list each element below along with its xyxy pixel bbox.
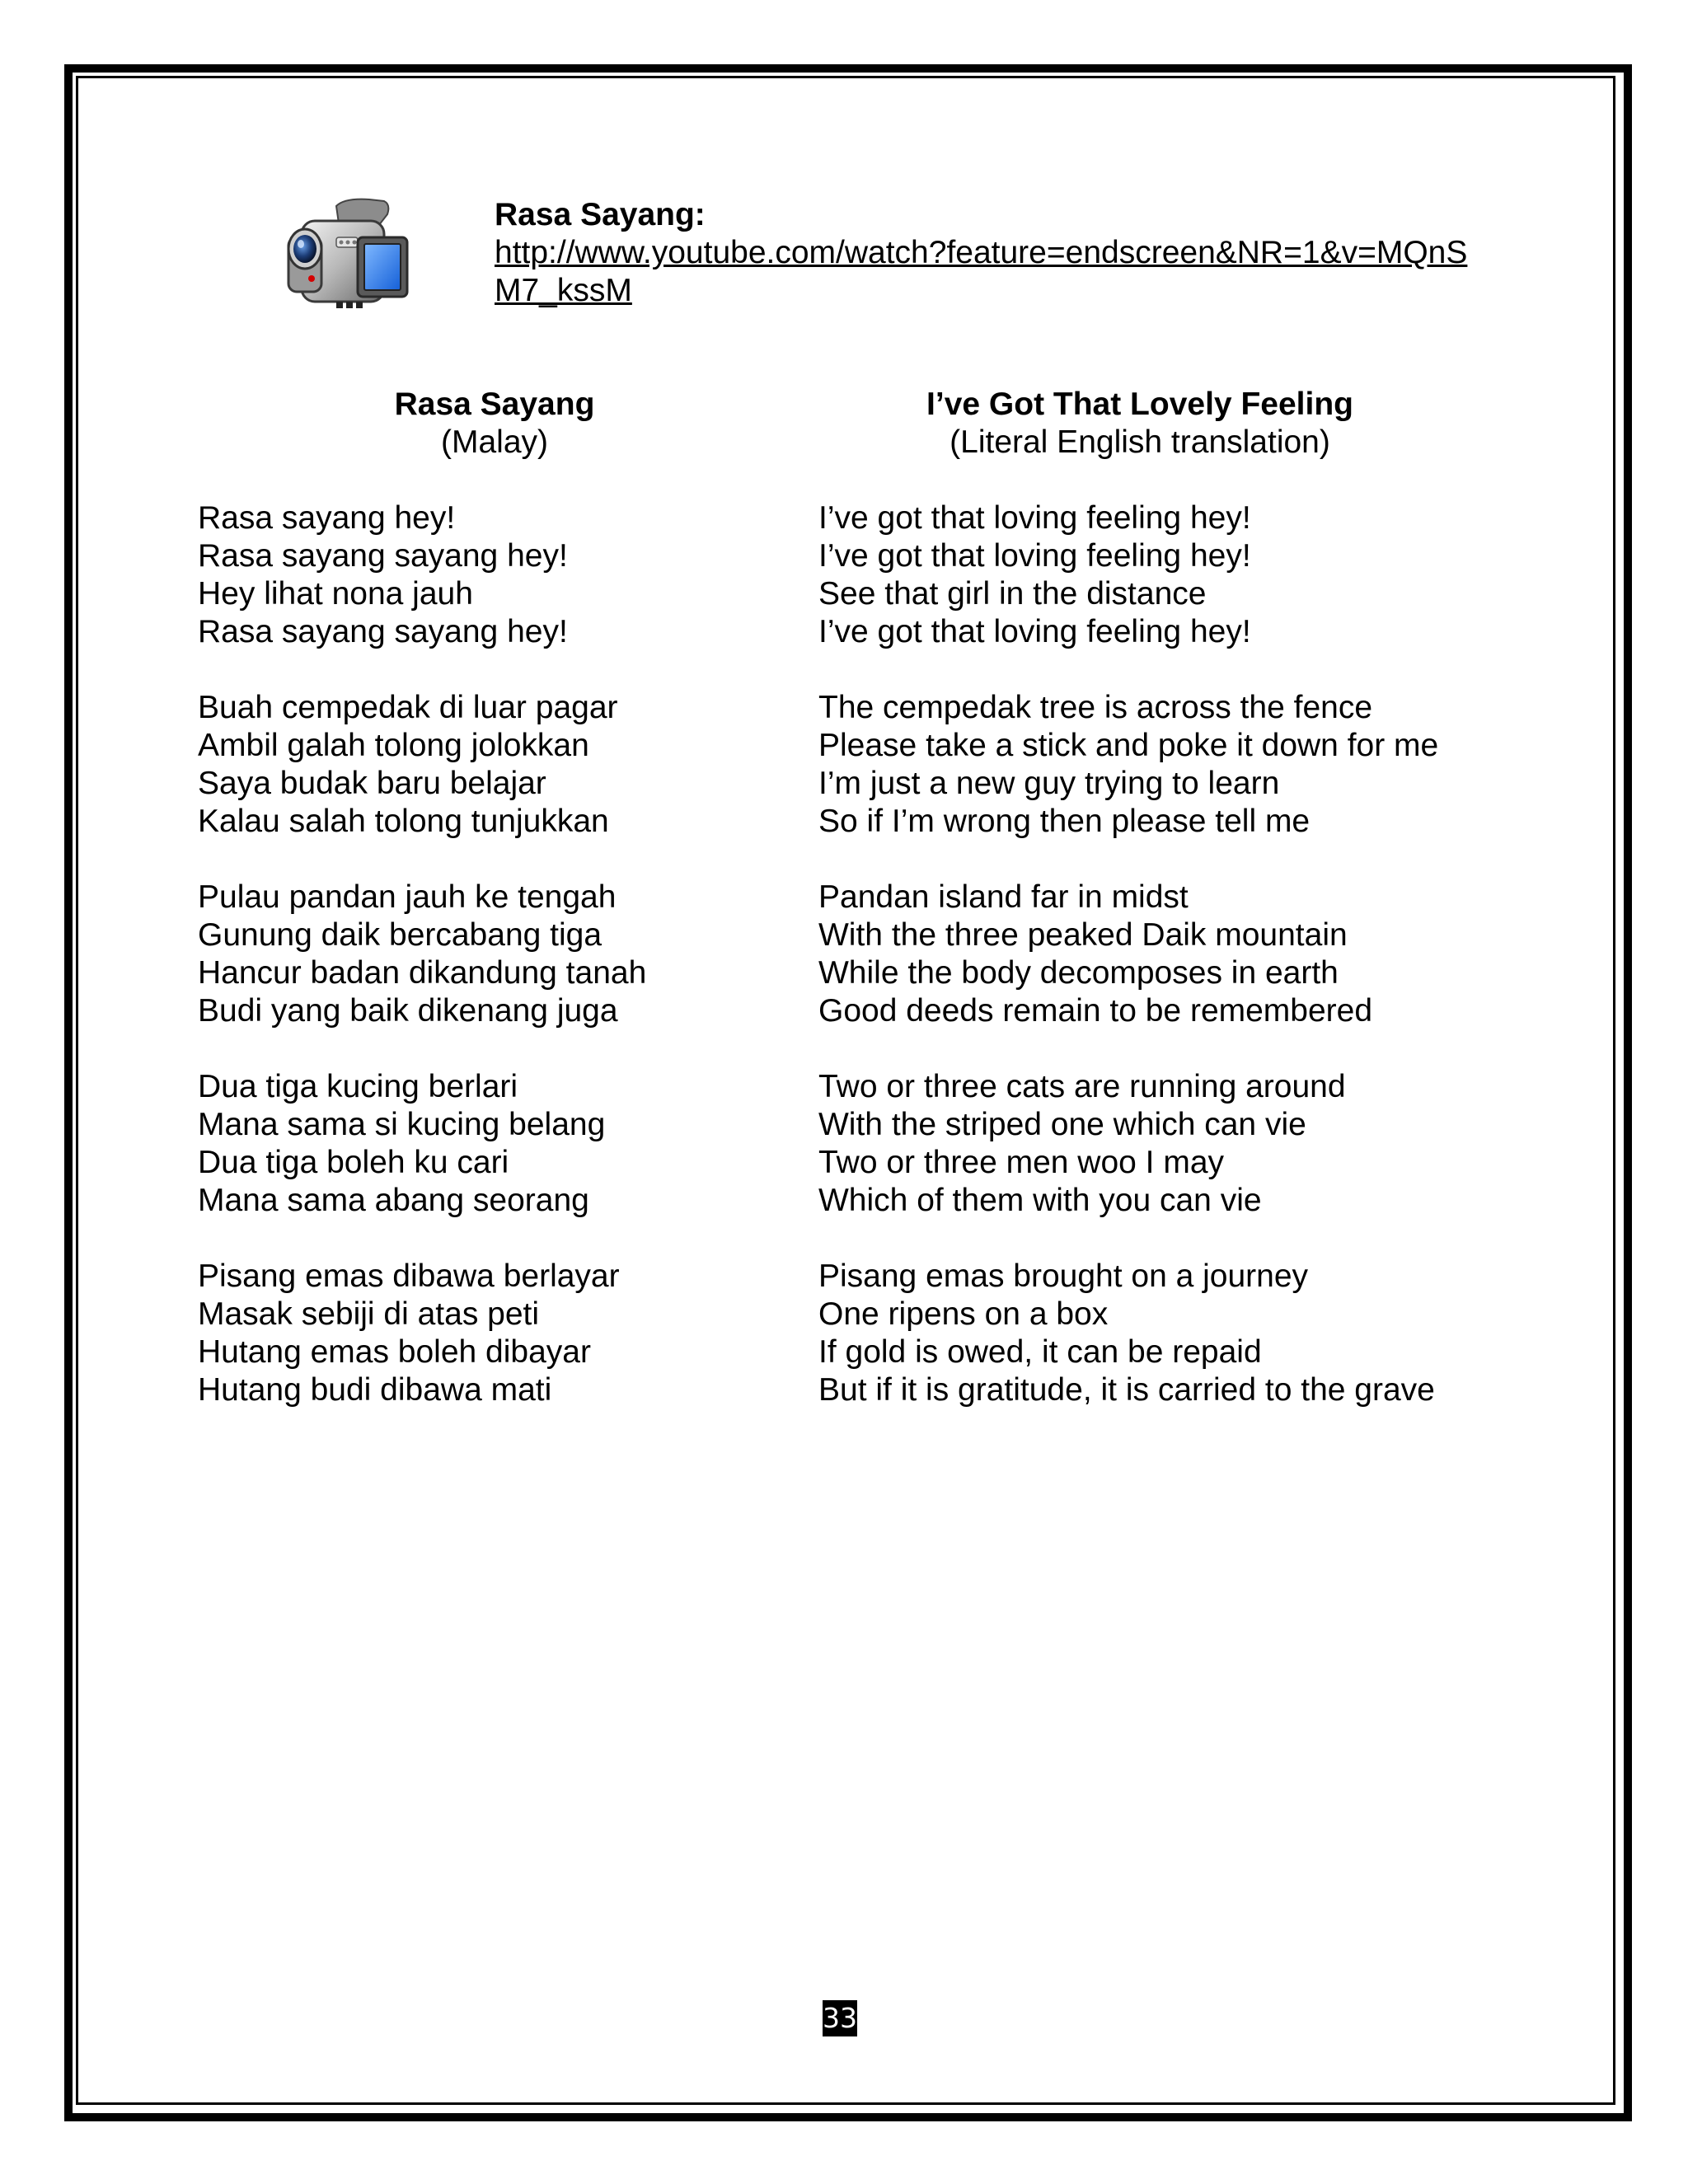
stanza <box>198 1258 791 1409</box>
lyric-line: Mana sama abang seorang <box>198 1183 589 1218</box>
stanza <box>818 1068 1527 1220</box>
lyric-line: Dua tiga boleh ku cari <box>198 1145 509 1180</box>
stanza <box>818 1258 1527 1409</box>
lyric-line: Mana sama si kucing belang <box>198 1107 606 1142</box>
stanza <box>818 689 1527 841</box>
stanza <box>818 499 1527 651</box>
lyric-line: I’ve got that loving feeling hey! <box>818 500 1251 536</box>
stanza <box>198 689 791 841</box>
stanza <box>198 1068 791 1220</box>
lyric-line: Which of them with you can vie <box>818 1183 1262 1218</box>
lyric-line: I’ve got that loving feeling hey! <box>818 538 1251 574</box>
english-translation-column <box>818 386 1527 1409</box>
lyric-line: Please take a stick and poke it down for me <box>818 728 1439 763</box>
english-subtitle: (Literal English translation) <box>950 424 1330 460</box>
lyric-line: While the body decomposes in earth <box>818 955 1339 991</box>
lyric-line: But if it is gratitude, it is carried to the grave <box>818 1372 1435 1408</box>
malay-heading <box>198 386 791 462</box>
stanza <box>198 499 791 651</box>
video-camera-icon <box>279 196 410 316</box>
lyric-line: If gold is owed, it can be repaid <box>818 1334 1262 1370</box>
english-heading <box>818 386 1461 462</box>
lyric-line: Two or three men woo I may <box>818 1145 1225 1180</box>
lyric-line: One ripens on a box <box>818 1296 1109 1332</box>
lyric-line: Saya budak baru belajar <box>198 766 546 801</box>
lyric-line: Hutang budi dibawa mati <box>198 1372 552 1408</box>
lyric-line: Good deeds remain to be remembered <box>818 993 1373 1029</box>
video-link[interactable]: http://www.youtube.com/watch?feature=endscreen&NR=1&v=MQnSM7_kssM <box>495 235 1468 308</box>
lyric-line: Pandan island far in midst <box>818 879 1189 915</box>
lyric-line: I’m just a new guy trying to learn <box>818 766 1280 801</box>
page-number: 33 <box>823 2000 857 2036</box>
lyric-line: So if I’m wrong then please tell me <box>818 804 1311 839</box>
lyric-line: With the striped one which can vie <box>818 1107 1306 1142</box>
video-reference <box>495 196 1484 310</box>
english-title: I’ve Got That Lovely Feeling <box>926 387 1353 422</box>
lyric-line: Gunung daik bercabang tiga <box>198 917 603 953</box>
lyric-line: Pulau pandan jauh ke tengah <box>198 879 617 915</box>
lyric-line: Pisang emas dibawa berlayar <box>198 1258 620 1294</box>
malay-subtitle: (Malay) <box>440 424 548 460</box>
lyric-line: Hancur badan dikandung tanah <box>198 955 647 991</box>
lyric-line: Kalau salah tolong tunjukkan <box>198 804 609 839</box>
lyric-line: Ambil galah tolong jolokkan <box>198 728 589 763</box>
lyric-line: The cempedak tree is across the fence <box>818 690 1373 725</box>
lyric-line: See that girl in the distance <box>818 576 1207 612</box>
lyric-line: Rasa sayang hey! <box>198 500 456 536</box>
lyric-line: Rasa sayang sayang hey! <box>198 538 568 574</box>
malay-title: Rasa Sayang <box>394 387 595 422</box>
video-title: Rasa Sayang: <box>495 197 706 232</box>
stanza <box>198 879 791 1030</box>
lyric-line: Pisang emas brought on a journey <box>818 1258 1309 1294</box>
lyric-line: Masak sebiji di atas peti <box>198 1296 540 1332</box>
lyric-line: Rasa sayang sayang hey! <box>198 614 568 649</box>
lyric-line: Buah cempedak di luar pagar <box>198 690 618 725</box>
lyric-line: Hey lihat nona jauh <box>198 576 473 612</box>
lyric-line: I’ve got that loving feeling hey! <box>818 614 1251 649</box>
malay-lyrics-column <box>198 386 791 1409</box>
lyric-line: Two or three cats are running around <box>818 1069 1346 1104</box>
lyric-line: Dua tiga kucing berlari <box>198 1069 518 1104</box>
lyric-line: With the three peaked Daik mountain <box>818 917 1348 953</box>
lyric-line: Budi yang baik dikenang juga <box>198 993 618 1029</box>
lyric-line: Hutang emas boleh dibayar <box>198 1334 591 1370</box>
stanza <box>818 879 1527 1030</box>
